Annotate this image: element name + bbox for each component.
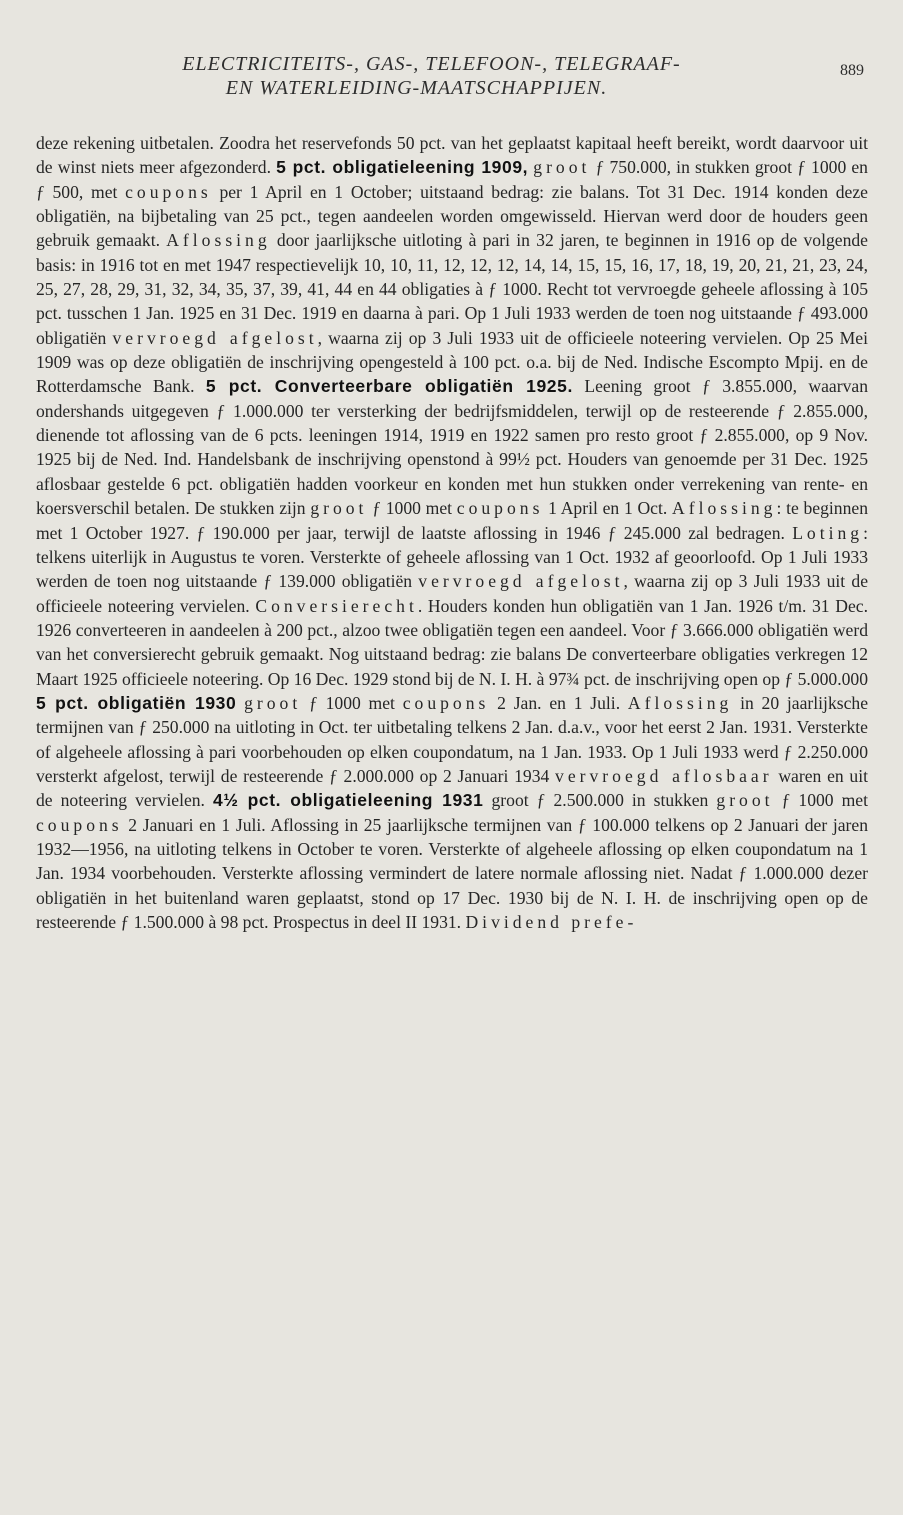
spaced-emphasis: groot	[310, 498, 368, 519]
section-heading: 4½ pct. obligatieleening 1931	[213, 790, 484, 811]
body-run: waren en uit de noteering vervielen.	[36, 765, 868, 811]
body-run: groot ƒ 2.500.000 in stukken	[483, 790, 717, 811]
spaced-emphasis: coupons	[456, 498, 544, 519]
spaced-emphasis: Conversierecht	[255, 595, 418, 616]
header-line-1: ELECTRICITEITS-, GAS-, TELEFOON-, TELEGRAAF-	[182, 53, 681, 75]
body-run: 2 Jan. en 1 Juli.	[489, 692, 628, 713]
running-header	[0, 52, 903, 100]
body-run: Leening groot ƒ 3.855.000, waarvan ondershands uitgegeven ƒ 1.000.000 ter versterking der bedrijfsmiddelen, terwijl op de resteerende ƒ 2.855.000, dienende tot aflossing van de 6 pcts. leeningen 1914, 1919 en 1922 samen pro resto groot ƒ 2.855.000, op 9 Nov. 1925 bij de Ned. Ind. Handelsbank de inschrijving openstond à 99½ pct. Houders van genoemde per 31 Dec. 1925 aflosbaar gestelde 6 pct. obligatiën hadden voorkeur en konden met hun stukken onder verrekening van rente- en koersverschil betalen. De stukken zijn	[36, 376, 868, 519]
spaced-emphasis: coupons	[36, 814, 123, 835]
page-number: 889	[840, 62, 864, 79]
spaced-emphasis: groot	[244, 692, 302, 713]
spaced-emphasis: coupons	[125, 181, 212, 202]
spaced-emphasis: Aflossing	[166, 230, 271, 251]
body-run: door jaarlijksche uitloting à pari in 32 jaren, te beginnen in 1916 op de volgende basis: in 1916 tot en met 1947 respectievelijk 10, 10, 11, 12, 12, 12, 14, 14, 15, 15, 16, 17, 18, 19, 20, 21, 21, 23, 24, 25, 27, 28, 29, 31, 32, 34, 35, 37, 39, 41, 44 en 44 obligaties à ƒ 1000. Recht tot vervroegde geheele aflossing à 105 pct. tusschen 1 Jan. 1925 en 31 Dec. 1919 en daarna à pari. Op 1 Juli 1933 werden de toen nog uitstaande ƒ 493.000 obligatiën	[36, 230, 868, 348]
body-run: ƒ 1000 met	[367, 498, 457, 519]
body-run	[236, 693, 244, 713]
spaced-emphasis: vervroegd aflosbaar	[555, 765, 773, 786]
spaced-emphasis: Aflossing	[672, 498, 777, 519]
section-heading: 5 pct. obligatieleening 1909,	[276, 157, 529, 178]
body-run: per 1 April en 1 October; uitstaand bedrag: zie balans. Tot 31 Dec. 1914 konden deze obligatiën, na bijbetaling van 25 pct., tegen aandeelen worden omgewisseld. Hiervan werd door de houders geen gebruik gemaakt.	[36, 181, 868, 251]
body-run: 2 Januari en 1 Juli. Aflossing in 25 jaarlijksche termijnen van ƒ 100.000 telkens op 2 Januari der jaren 1932—1956, na uitloting telkens in October te voren. Versterkte of algeheele aflossing op elken coupondatum na 1 Jan. 1934 voorbehouden. Versterkte aflossing vermindert de latere normale aflossing niet. Nadat ƒ 1.000.000 dezer obligatiën in het buitenland waren geplaatst, stond op 17 Dec. 1930 bij de N. I. H. de inschrijving open op de resteerende ƒ 1.500.000 à 98 pct. Prospectus in deel II 1931.	[36, 814, 868, 932]
body-text	[36, 131, 868, 934]
section-heading: 5 pct. obligatiën 1930	[36, 692, 237, 713]
spaced-emphasis: groot	[716, 790, 774, 811]
body-run: ƒ 750.000, in stukken groot ƒ 1000 en ƒ 500, met	[36, 157, 868, 202]
header-line-2: EN WATERLEIDING-MAATSCHAPPIJEN.	[225, 77, 608, 99]
body-run: in 20 jaarlijksche termijnen van ƒ 250.000 na uitloting in Oct. ter uitbetaling telkens 2 Jan. d.a.v., voor het eerst 2 Jan. 1931. Versterkte of algeheele aflossing à pari voorbehouden op elken coupondatum, na 1 Jan. 1933. Op 1 Juli 1933 werd ƒ 2.250.000 versterkt afgelost, terwijl de resteerende ƒ 2.000.000 op 2 Januari 1934	[36, 692, 868, 786]
spaced-emphasis: Aflossing	[627, 692, 733, 713]
spaced-emphasis: groot	[533, 157, 591, 178]
section-heading: 5 pct. Converteerbare obligatiën 1925.	[205, 376, 573, 397]
body-run: : te beginnen met 1 October 1927. ƒ 190.000 per jaar, terwijl de laatste aflossing in 1946 ƒ 245.000 zal bedragen.	[36, 498, 869, 543]
body-run: deze rekening uitbetalen. Zoodra het reservefonds 50 pct. van het geplaatst kapitaal heeft bereikt, wordt daarvoor uit de winst niets meer afgezonderd.	[36, 133, 868, 178]
body-run: . Houders konden hun obligatiën van 1 Jan. 1926 t/m. 31 Dec. 1926 converteeren in aandeelen à 200 pct., alzoo twee obligatiën tegen een aandeel. Voor ƒ 3.666.000 obligatiën werd van het conversierecht gebruik gemaakt. Nog uitstaand bedrag: zie balans De converteerbare obligaties verkregen 12 Maart 1925 officieele noteering. Op 16 Dec. 1929 stond bij de N. I. H. à 97¾ pct. de inschrijving open op ƒ 5.000.000	[36, 595, 868, 689]
spaced-emphasis: Loting	[792, 522, 864, 543]
spaced-emphasis: vervroegd afgelost	[112, 327, 318, 348]
body-run: ƒ 1000 met	[773, 790, 868, 811]
spaced-emphasis: vervroegd afgelost	[418, 571, 624, 592]
body-run: : telkens uiterlijk in Augustus te voren. Versterkte of geheele aflossing van 1 Oct. 1932 af geoorloofd. Op 1 Juli 1933 werden de toen nog uitstaande ƒ 139.000 obligatiën	[36, 522, 868, 592]
body-run: , waarna zij op 3 Juli 1933 uit de officieele noteering vervielen.	[36, 571, 868, 616]
body-run: 1 April en 1 Oct.	[543, 498, 673, 519]
body-run: , waarna zij op 3 Juli 1933 uit de officieele noteering vervielen. Op 25 Mei 1909 was op deze obligatiën de inschrijving opengesteld à 100 pct. o.a. bij de Ned. Indische Escompto Mpij. en de Rotterdamsche Bank.	[36, 327, 868, 397]
body-run: ƒ 1000 met	[301, 692, 403, 713]
spaced-emphasis: Dividend prefe-	[465, 912, 638, 932]
spaced-emphasis: coupons	[402, 692, 490, 713]
